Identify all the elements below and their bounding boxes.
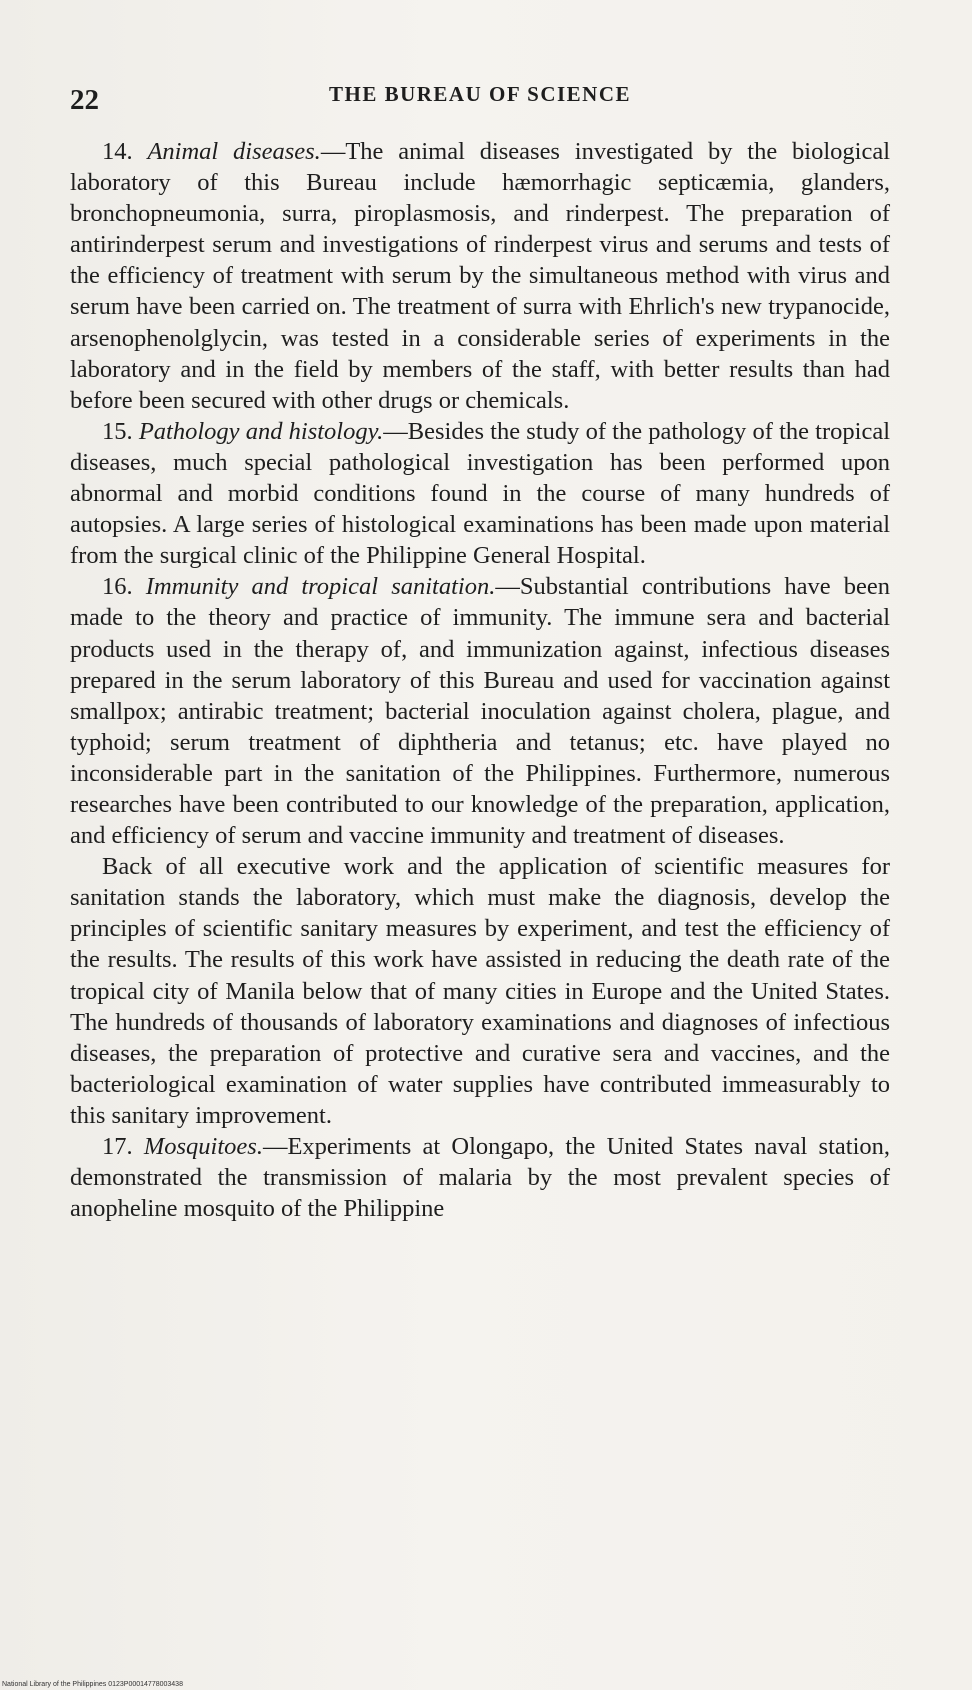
paragraph-17 <box>70 1131 890 1224</box>
section-heading: Immunity and tropical sanitation. <box>145 573 496 601</box>
section-number: 14. <box>102 138 133 165</box>
paragraph-text: —The animal diseases investigated by the biological laboratory of this Bureau include hæmorrhagic septicæmia, glanders, bronchopneumonia, surra, piroplasmosis, and rinderpest. The preparation of antirinderpest serum and investigations of rinderpest virus and serums and tests of the efficiency of treatment with serum by the simultaneous method with virus and serum have been carried on. The treatment of surra with Ehrlich's new trypanocide, arsenophenolglycin, was tested in a considerable series of experiments in the laboratory and in the field by members of the staff, with better results than had before been secured with other drugs or chemicals. <box>70 138 890 414</box>
paragraph-14 <box>70 136 890 416</box>
paragraph-laboratory <box>70 851 890 1131</box>
section-number: 15. <box>102 417 133 445</box>
section-number: 16. <box>102 573 133 601</box>
paragraph-text: —Experiments at Olongapo, the United States naval station, demonstrated the transmission of malaria by the most prevalent species of anopheline mosquito of the Philippine <box>70 1133 890 1223</box>
paragraph-15 <box>70 416 890 571</box>
section-heading: Pathology and histology. <box>138 417 384 445</box>
section-heading: Mosquitoes. <box>143 1133 263 1160</box>
page-number: 22 <box>70 84 99 116</box>
section-heading: Animal diseases. <box>147 138 321 165</box>
running-head: THE BUREAU OF SCIENCE <box>328 82 632 106</box>
body-text <box>70 136 890 1224</box>
paragraph-text: Back of all executive work and the application of scientific measures for sanitation stands the laboratory, which must make the diagnosis, develop the principles of scientific sanitary measures by experiment, and test the efficiency of the results. The results of this work have assisted in reducing the death rate of the tropical city of Manila below that of many cities in Europe and the United States. The hundreds of thousands of laboratory examinations and diagnoses of infectious diseases, the preparation of protective and curative sera and vaccines, and the bacteriological examination of water supplies have contributed immeasurably to this sanitary improvement. <box>70 853 890 1129</box>
paragraph-16 <box>70 571 890 851</box>
section-number: 17. <box>102 1133 133 1160</box>
scan-footer: National Library of the Philippines 0123P00014778003438 <box>2 1681 183 1688</box>
paragraph-text: —Substantial contributions have been made to the theory and practice of immunity. The immune sera and bacterial products used in the therapy of, and immunization against, infectious diseases prepared in the serum laboratory of this Bureau and used for vaccination against smallpox; antirabic treatment; bacterial inoculation against cholera, plague, and typhoid; serum treatment of diphtheria and tetanus; etc. have played no inconsiderable part in the sanitation of the Philippines. Furthermore, numerous researches have been contributed to our knowledge of the preparation, application, and efficiency of serum and vaccine immunity and treatment of diseases. <box>70 573 890 850</box>
page-header <box>70 82 890 122</box>
paragraph-text: —Besides the study of the pathology of the tropical diseases, much special pathological investigation has been performed upon abnormal and morbid conditions found in the course of many hundreds of autopsies. A large series of histological examinations has been made upon material from the surgical clinic of the Philippine General Hospital. <box>70 417 891 570</box>
